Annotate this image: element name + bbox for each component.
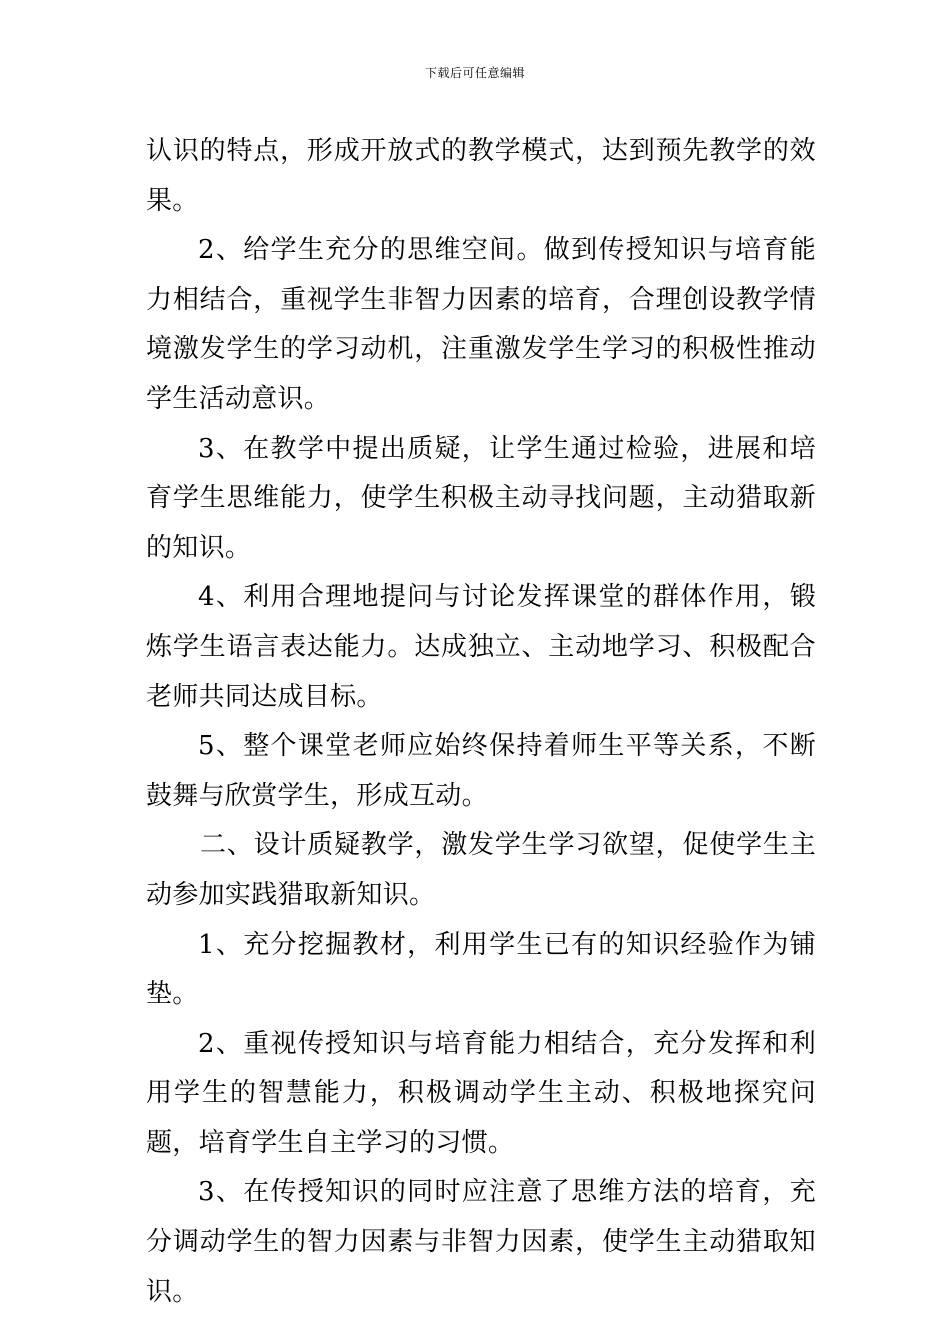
paragraph-item-2b: 2、重视传授知识与培育能力相结合，充分发挥和利用学生的智慧能力，积极调动学生主动、积极地探究问题，培育学生自主学习的习惯。 <box>146 1028 816 1158</box>
paragraph-item-5: 5、整个课堂老师应始终保持着师生平等关系，不断鼓舞与欣赏学生，形成互动。 <box>146 731 816 811</box>
paragraph-item-3: 3、在教学中提出质疑，让学生通过检验，进展和培育学生思维能力，使学生积极主动寻找问题，主动猎取新的知识。 <box>146 433 816 563</box>
section-heading-2: 二、设计质疑教学，激发学生学习欲望，促使学生主动参加实践猎取新知识。 <box>146 830 816 910</box>
paragraph-item-2: 2、给学生充分的思维空间。做到传授知识与培育能力相结合，重视学生非智力因素的培育，合理创设教学情境激发学生的学习动机，注重激发学生学习的积极性推动学生活动意识。 <box>146 235 816 414</box>
paragraph-item-3b: 3、在传授知识的同时应注意了思维方法的培育，充分调动学生的智力因素与非智力因素，使学生主动猎取知识。 <box>146 1177 816 1307</box>
document-body <box>146 127 816 1317</box>
paragraph-item-4: 4、利用合理地提问与讨论发挥课堂的群体作用，锻炼学生语言表达能力。达成独立、主动地学习、积极配合老师共同达成目标。 <box>146 582 816 712</box>
paragraph-item-1: 1、充分挖掘教材，利用学生已有的知识经验作为铺垫。 <box>146 929 816 1010</box>
paragraph-continuation: 认识的特点，形成开放式的教学模式，达到预先教学的效果。 <box>146 136 816 216</box>
page-header: 下载后可任意编辑 <box>424 66 525 80</box>
